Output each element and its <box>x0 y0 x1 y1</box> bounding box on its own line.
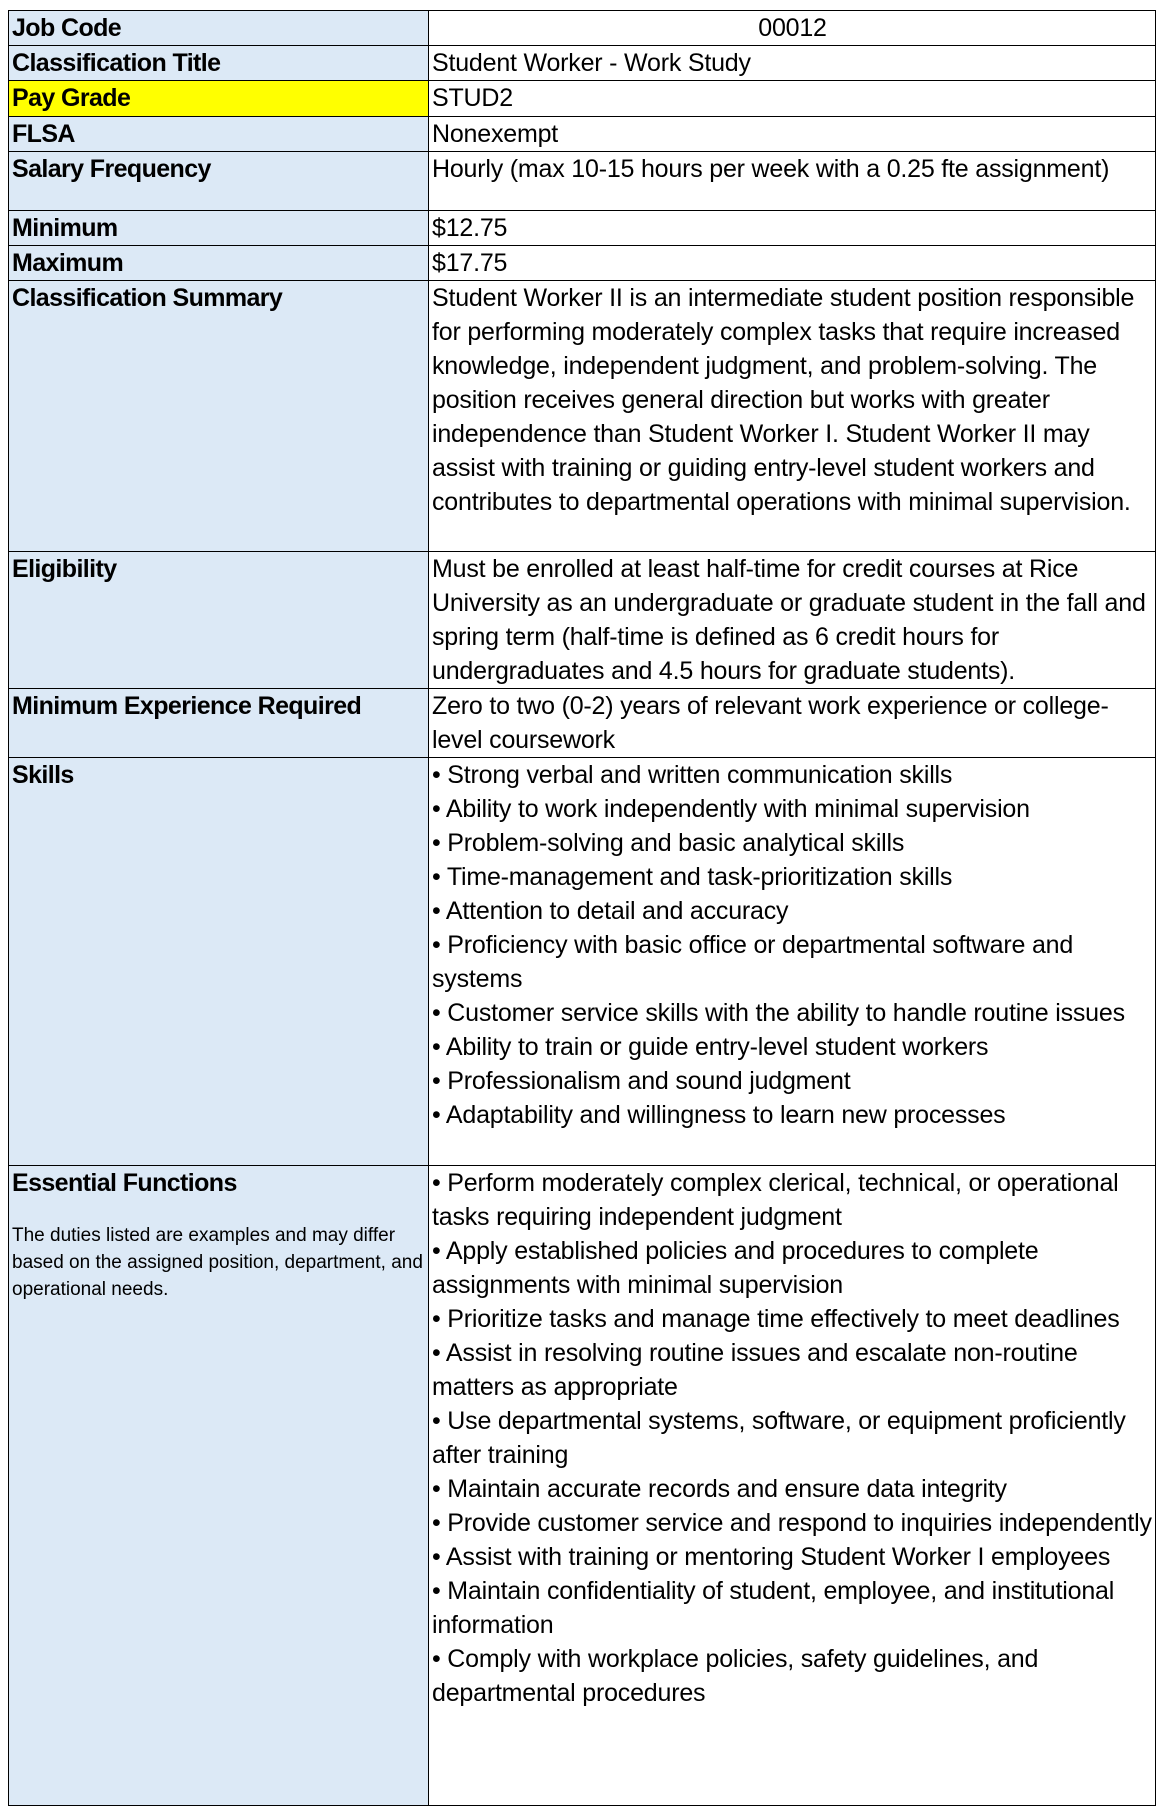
eligibility-row <box>9 552 1156 689</box>
salary-frequency-value: Hourly (max 10-15 hours per week with a 0.25 fte assignment) <box>429 152 1156 211</box>
skill-item: • Ability to train or guide entry-level student workers <box>432 1033 989 1061</box>
classification-summary-row <box>9 281 1156 552</box>
skill-item: • Customer service skills with the ability to handle routine issues <box>432 999 1125 1027</box>
eligibility-value: Must be enrolled at least half-time for credit courses at Rice University as an undergraduate or graduate student in the fall and spring term (half-time is defined as 6 credit hours for undergraduates and 4.5 hours for graduate students). <box>429 552 1156 689</box>
eligibility-label: Eligibility <box>9 552 429 689</box>
function-item: • Maintain accurate records and ensure data integrity <box>432 1475 1007 1503</box>
minimum-experience-value: Zero to two (0-2) years of relevant work experience or college-level coursework <box>429 689 1156 758</box>
minimum-row <box>9 211 1156 246</box>
salary-frequency-label: Salary Frequency <box>9 152 429 211</box>
classification-summary-label: Classification Summary <box>9 281 429 552</box>
pay-grade-row <box>9 81 1156 117</box>
skills-label: Skills <box>9 758 429 1166</box>
classification-title-label: Classification Title <box>9 46 429 81</box>
skill-item: • Adaptability and willingness to learn new processes <box>432 1101 1006 1129</box>
minimum-experience-label: Minimum Experience Required <box>9 689 429 758</box>
flsa-value: Nonexempt <box>429 117 1156 152</box>
flsa-label: FLSA <box>9 117 429 152</box>
function-item: • Comply with workplace policies, safety guidelines, and departmental procedures <box>432 1645 1039 1707</box>
skill-item: • Proficiency with basic office or departmental software and systems <box>432 931 1074 993</box>
job-code-value: 00012 <box>429 11 1156 46</box>
essential-functions-note: The duties listed are examples and may differ based on the assigned position, department, and operational needs. <box>12 1225 423 1300</box>
function-item: • Prioritize tasks and manage time effectively to meet deadlines <box>432 1305 1120 1333</box>
skill-item: • Professionalism and sound judgment <box>432 1067 851 1095</box>
skill-item: • Strong verbal and written communication skills <box>432 761 953 789</box>
classification-summary-value: Student Worker II is an intermediate student position responsible for performing moderately complex tasks that require increased knowledge, independent judgment, and problem-solving. The position receives general direction but works with greater independence than Student Worker I. Student Worker II may assist with training or guiding entry-level student workers and contributes to departmental operations with minimal supervision. <box>429 281 1156 552</box>
skill-item: • Time-management and task-prioritization skills <box>432 863 953 891</box>
skills-list <box>429 758 1156 1166</box>
minimum-label: Minimum <box>9 211 429 246</box>
function-item: • Assist with training or mentoring Student Worker I employees <box>432 1543 1111 1571</box>
skill-item: • Ability to work independently with minimal supervision <box>432 795 1030 823</box>
skill-item: • Attention to detail and accuracy <box>432 897 789 925</box>
job-classification-table <box>8 10 1156 1806</box>
function-item: • Apply established policies and procedures to complete assignments with minimal supervision <box>432 1237 1039 1299</box>
pay-grade-label: Pay Grade <box>9 81 429 117</box>
function-item: • Assist in resolving routine issues and escalate non-routine matters as appropriate <box>432 1339 1078 1401</box>
job-code-label: Job Code <box>9 11 429 46</box>
classification-title-value: Student Worker - Work Study <box>429 46 1156 81</box>
flsa-row <box>9 117 1156 152</box>
function-item: • Provide customer service and respond to inquiries independently <box>432 1509 1152 1537</box>
skill-item: • Problem-solving and basic analytical skills <box>432 829 905 857</box>
minimum-experience-row <box>9 689 1156 758</box>
function-item: • Use departmental systems, software, or equipment proficiently after training <box>432 1407 1126 1469</box>
maximum-value: $17.75 <box>429 246 1156 281</box>
salary-frequency-row <box>9 152 1156 211</box>
essential-functions-label: Essential Functions <box>12 1169 237 1197</box>
essential-functions-row <box>9 1166 1156 1806</box>
essential-functions-label-cell <box>9 1166 429 1806</box>
function-item: • Perform moderately complex clerical, technical, or operational tasks requiring independent judgment <box>432 1169 1119 1231</box>
minimum-value: $12.75 <box>429 211 1156 246</box>
job-code-row <box>9 11 1156 46</box>
essential-functions-list <box>429 1166 1156 1806</box>
skills-row <box>9 758 1156 1166</box>
classification-title-row <box>9 46 1156 81</box>
function-item: • Maintain confidentiality of student, employee, and institutional information <box>432 1577 1115 1639</box>
pay-grade-value: STUD2 <box>429 81 1156 117</box>
maximum-row <box>9 246 1156 281</box>
maximum-label: Maximum <box>9 246 429 281</box>
